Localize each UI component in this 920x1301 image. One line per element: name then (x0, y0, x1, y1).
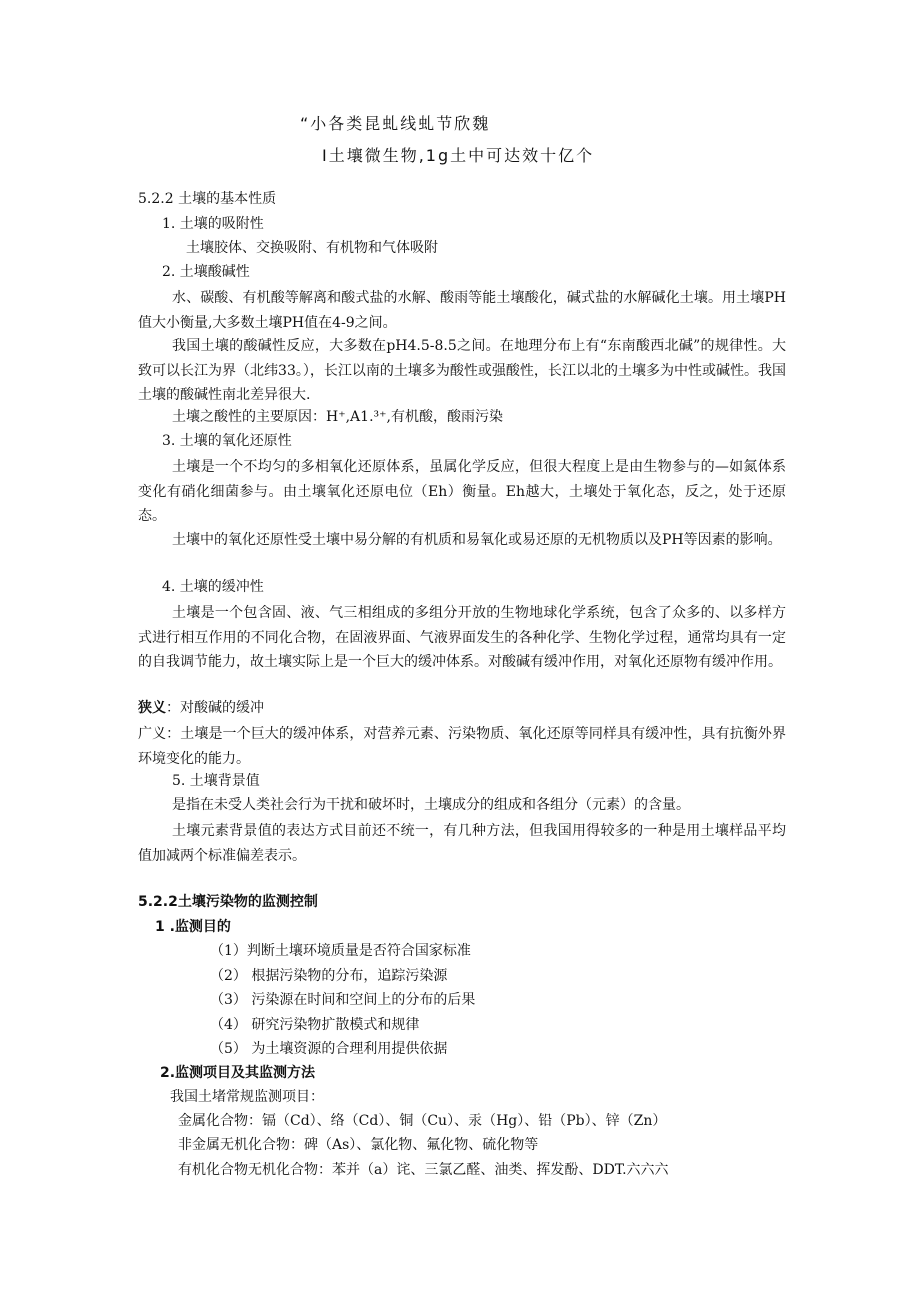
narrow-definition (138, 698, 264, 718)
item-1-title: 1. 土壤的吸附性 (162, 216, 264, 232)
item-3-paragraph-1: 土壤是一个不均匀的多相氧化还原体系，虽属化学反应，但很大程度上是由生物参与的—如氮体系变化有硝化细菌参与。由土壤氧化还原电位（Eh）衡量。Eh越大，土壤处于氧化态，反之，处于还原态。 (138, 459, 786, 524)
item-4-title: 4. 土壤的缓冲性 (162, 579, 264, 595)
purpose-item: （4） 研究污染物扩散模式和规律 (210, 1017, 420, 1033)
item-5-paragraph-1: 是指在未受人类社会行为干扰和破坏时，土壤成分的组成和各组分（元素）的含量。 (172, 797, 690, 813)
item-5-title: 5. 土壤背景值 (172, 773, 260, 789)
item-3-title: 3. 土壤的氧化还原性 (162, 433, 292, 449)
item-1-text: 土壤胶体、交换吸附、有机物和气体吸附 (186, 240, 438, 256)
monitoring-items-title: 2.监测项目及其监测方法 (160, 1065, 316, 1081)
section-title: 5.2.2 土壤的基本性质 (138, 191, 277, 207)
header-line-2: I土壤微生物,1g土中可达效十亿个 (322, 146, 595, 165)
item-4-paragraph-1: 土壤是一个包含固、液、气三相组成的多组分开放的生物地球化学系统，包含了众多的、以多样方式进行相互作用的不同化合物，在固液界面、气液界面发生的各种化学、生物化学过程，通常均具有一定的自我调节能力，故土壤实际上是一个巨大的缓冲体系。对酸碱有缓冲作用，对氧化还原物有缓冲作用。 (138, 605, 786, 670)
purpose-item: （3） 污染源在时间和空间上的分布的后果 (210, 992, 476, 1008)
metal-compounds: 金属化合物：镉（Cd）、络（Cd）、铜（Cu）、汞（Hg）、铅（Pb）、锌（Zn） (178, 1113, 667, 1129)
monitoring-items-intro: 我国土堵常规监测项目： (170, 1089, 324, 1105)
broad-definition: 广义：土壤是一个巨大的缓冲体系，对营养元素、污染物质、氧化还原等同样具有缓冲性，具有抗衡外界环境变化的能力。 (138, 726, 786, 767)
nonmetal-compounds: 非金属无机化合物：碑（As）、氯化物、氟化物、硫化物等 (178, 1137, 539, 1153)
item-5-paragraph-2: 土壤元素背景值的表达方式目前还不统一，有几种方法，但我国用得较多的一种是用土壤样品平均值加减两个标准偏差表示。 (138, 823, 786, 864)
item-3-paragraph-2: 土壤中的氧化还原性受土壤中易分解的有机质和易氧化或易还原的无机物质以及PH等因素的影响。 (172, 532, 782, 548)
narrow-definition-text: ：对酸碱的缓冲 (166, 700, 264, 716)
purpose-item: （2） 根据污染物的分布，追踪污染源 (210, 968, 448, 984)
header-line-1: “小各类昆虬线虬节欣魏 (300, 114, 491, 133)
monitoring-purpose-title: 1 .监测目的 (155, 919, 231, 935)
item-2-paragraph-2: 我国土壤的酸碱性反应，大多数在pH4.5-8.5之间。在地理分布上有“东南酸西北碱”的规律性。大致可以长江为界（北纬33。），长江以南的土壤多为酸性或强酸性，长江以北的土壤多为中性或碱性。我国土壤的酸碱性南北差异很大. (138, 338, 786, 403)
purpose-item: （1）判断土壤环境质量是否符合国家标准 (210, 943, 471, 959)
item-2-paragraph-3: 土壤之酸性的主要原因：H⁺,A1.³⁺,有机酸，酸雨污染 (172, 409, 503, 425)
item-2-paragraph-1: 水、碳酸、有机酸等解离和酸式盐的水解、酸雨等能土壤酸化，碱式盐的水解碱化土壤。用土壤PH值大小衡量,大多数土壤PH值在4-9之间。 (138, 290, 786, 331)
narrow-definition-label: 狭义 (138, 700, 166, 716)
section-2-title: 5.2.2土壤污染物的监测控制 (138, 894, 318, 910)
item-2-title: 2. 土壤酸碱性 (162, 264, 250, 280)
purpose-item: （5） 为土壤资源的合理利用提供依据 (210, 1041, 448, 1057)
organic-compounds: 有机化合物无机化合物：苯并（a）诧、三氯乙醛、油类、挥发酚、DDT.六六六 (178, 1162, 669, 1178)
